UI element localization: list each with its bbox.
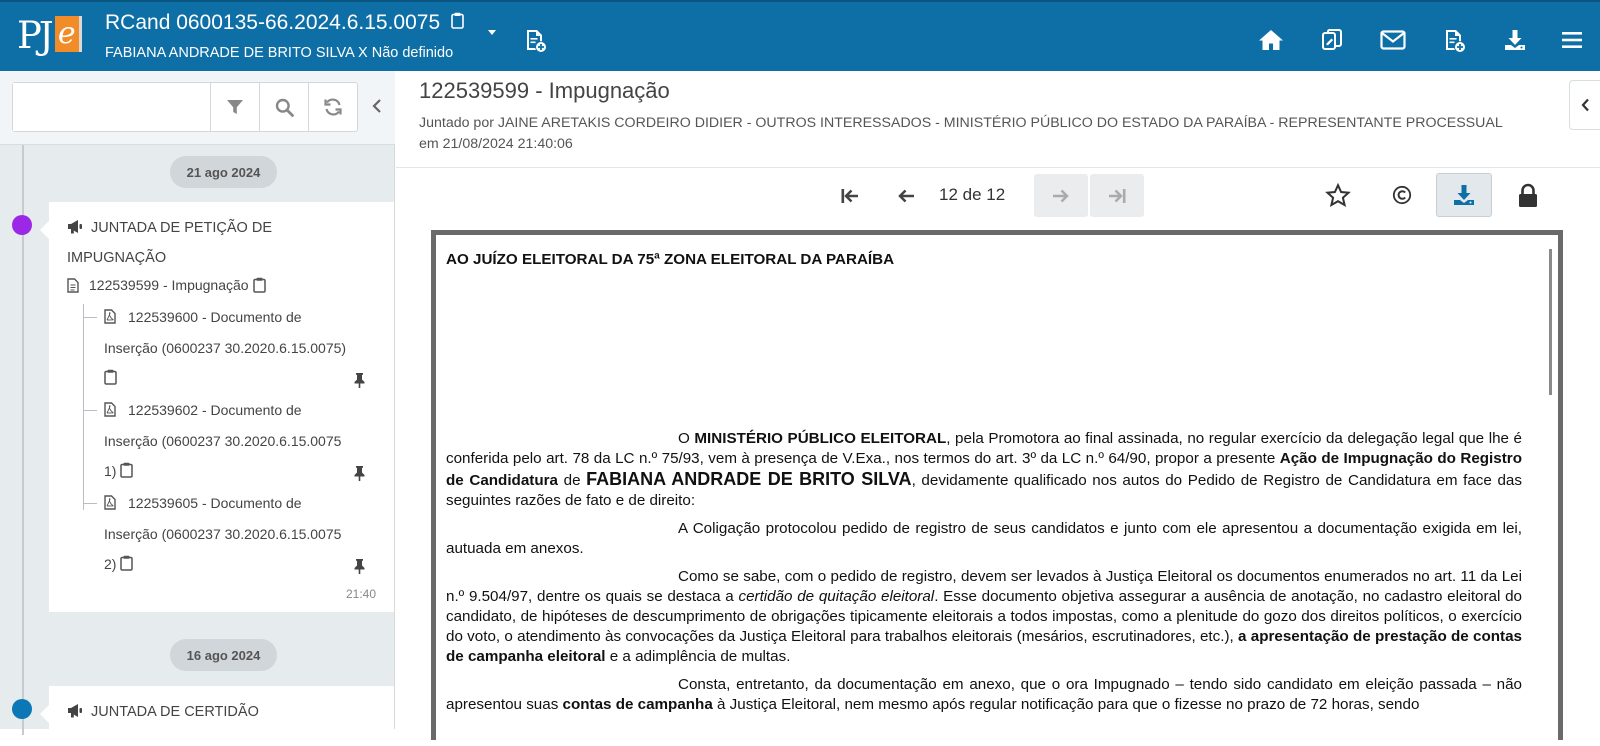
- search-icon: [275, 98, 294, 117]
- previous-page-button[interactable]: [879, 174, 933, 217]
- star-icon: [1325, 183, 1351, 208]
- mail-icon[interactable]: [1379, 26, 1407, 54]
- divider: [396, 167, 1600, 168]
- document-panel: [396, 71, 1600, 729]
- next-page-button[interactable]: [1034, 174, 1088, 217]
- first-page-icon: [840, 187, 860, 205]
- tree-branch: [83, 317, 97, 318]
- document-title: 122539599 - Impugnação: [419, 78, 670, 103]
- event-title[interactable]: JUNTADA DE CERTIDÃO: [67, 697, 367, 727]
- search-button[interactable]: [259, 83, 308, 131]
- event-time: 21:40: [345, 587, 376, 601]
- process-title[interactable]: RCand 0600135-66.2024.6.15.0075: [105, 11, 464, 35]
- clipboard-icon[interactable]: [451, 11, 464, 35]
- first-page-button[interactable]: [823, 174, 877, 217]
- tree-branch: [83, 503, 97, 504]
- clipboard-icon[interactable]: [120, 462, 133, 478]
- menu-icon[interactable]: [1558, 26, 1586, 54]
- home-icon[interactable]: [1257, 26, 1285, 54]
- download-icon[interactable]: [1501, 26, 1529, 54]
- download-document-button[interactable]: [1436, 173, 1492, 217]
- petition-heading: AO JUÍZO ELEITORAL DA 75ª ZONA ELEITORAL DA PARAÍBA: [446, 251, 895, 268]
- arrow-left-icon: [897, 188, 915, 204]
- filter-icon: [226, 98, 244, 116]
- last-page-icon: [1107, 187, 1127, 205]
- paragraph: O MINISTÉRIO PÚBLICO ELEITORAL, pela Promotora ao final assinada, no regular exercício da delegação legal que lhe é conferida pelo art. 78 da LC n.º 75/93, vem à presença de V.Exa., nos termos do art. 3º da LC n.º 64/90, propor a presente Ação de Impugnação do Registro de Candidatura de FABIANA ANDRADE DE BRITO SILVA, devidamente qualificado nos autos do Pedido de Registro de Candidatura em face das seguintes razões de fato e de direito:: [446, 430, 1522, 509]
- download-icon: [1452, 183, 1476, 207]
- main-document-link[interactable]: 122539599 - Impugnação: [67, 277, 276, 293]
- top-bar: [0, 0, 1600, 71]
- sidebar-search-box: [12, 82, 358, 132]
- page-indicator: 12 de 12: [939, 185, 1006, 204]
- tree-branch: [83, 410, 97, 411]
- attachment-item[interactable]: 122539605 - Documento de Inserção (0600237 30.2020.6.15.0075 2): [104, 495, 342, 572]
- copyright-button[interactable]: [1374, 173, 1430, 217]
- filter-button[interactable]: [210, 83, 259, 131]
- expand-right-panel-button[interactable]: [1569, 80, 1600, 130]
- clipboard-icon[interactable]: [104, 369, 117, 385]
- arrow-right-icon: [1052, 188, 1070, 204]
- copyright-icon: [1392, 185, 1412, 205]
- timeline-event-card: [49, 202, 394, 612]
- document-metadata: Juntado por JAINE ARETAKIS CORDEIRO DIDIER - OUTROS INTERESSADOS - MINISTÉRIO PÚBLICO DO ESTADO DA PARAÍBA - REPRESENTANTE PROCESSUAL em 21/08/2024 21:40:06: [419, 115, 1503, 152]
- add-document-icon[interactable]: [1440, 26, 1468, 54]
- lock-button[interactable]: [1500, 173, 1556, 217]
- timeline-dot: [12, 699, 32, 719]
- pin-icon[interactable]: [353, 558, 366, 579]
- date-separator: 21 ago 2024: [170, 156, 277, 188]
- document-icon: [67, 278, 79, 293]
- pin-icon[interactable]: [353, 372, 366, 393]
- pdf-file-icon: [104, 402, 116, 417]
- pdf-file-icon: [104, 495, 116, 510]
- timeline-event-card: [49, 686, 394, 746]
- chevron-left-icon: [372, 98, 382, 114]
- attachment-item[interactable]: 122539600 - Documento de Inserção (0600237 30.2020.6.15.0075): [104, 302, 374, 394]
- pdf-scrollbar[interactable]: [1549, 249, 1552, 395]
- timeline-dot: [12, 215, 32, 235]
- paragraph: Como se sabe, com o pedido de registro, devem ser levados à Justiça Eleitoral os documentos enumerados no art. 11 da Lei n.º 9.504/97, dentre os quais se destaca a certidão de quitação eleitoral. Esse documento objetiva assegurar a ausência de anotação, no cadastro eleitoral do candidato, de hipóteses de descumprimento de obrigações tipicamente eleitorais a todos impostas, como a plenitude do gozo dos direitos políticos, o exercício do voto, o atendimento às convocações da Justiça Eleitoral para trabalhos eleitorais (mesários, escrutinadores, etc.), a apresentação de prestação de contas de campanha eleitoral e a adimplência de multas.: [446, 568, 1522, 665]
- new-document-icon[interactable]: [521, 26, 549, 54]
- process-parties: FABIANA ANDRADE DE BRITO SILVA X Não definido: [105, 45, 454, 61]
- refresh-button[interactable]: [308, 83, 357, 131]
- paragraph: Consta, entretanto, da documentação em anexo, que o ora Impugnado – tendo sido candidato em eleição passada – não apresentou suas contas de campanha à Justiça Eleitoral, nem mesmo após regular notificação para que o fizesse no prazo de 72 horas, sendo: [446, 676, 1522, 713]
- event-title[interactable]: JUNTADA DE PETIÇÃO DE IMPUGNAÇÃO: [67, 220, 273, 266]
- copy-documents-icon[interactable]: [1318, 26, 1346, 54]
- sidebar-search-input[interactable]: [13, 83, 210, 131]
- refresh-icon: [323, 97, 343, 117]
- clipboard-icon[interactable]: [253, 277, 266, 293]
- date-separator: 16 ago 2024: [170, 639, 277, 671]
- tree-connector: [83, 304, 84, 510]
- timeline-sidebar: [0, 71, 395, 729]
- chevron-left-icon: [1581, 98, 1590, 112]
- pdf-file-icon: [104, 309, 116, 324]
- card-pointer: [40, 221, 49, 239]
- megaphone-icon: [67, 703, 83, 718]
- megaphone-icon: [67, 219, 83, 234]
- last-page-button[interactable]: [1090, 174, 1144, 217]
- chevron-down-icon[interactable]: [488, 30, 496, 35]
- pje-logo[interactable]: PJ e: [17, 14, 79, 58]
- pdf-viewer[interactable]: [431, 230, 1563, 740]
- attachment-item[interactable]: 122539602 - Documento de Inserção (0600237 30.2020.6.15.0075 1): [104, 402, 342, 479]
- favorite-button[interactable]: [1310, 173, 1366, 217]
- card-pointer: [40, 705, 49, 723]
- collapse-sidebar-button[interactable]: [372, 98, 382, 119]
- pin-icon[interactable]: [353, 465, 366, 486]
- sidebar-toolbar: [0, 71, 395, 145]
- paragraph: A Coligação protocolou pedido de registro de seus candidatos e junto com ele apresentou a documentação exigida em lei, autuada em anexos.: [446, 520, 1522, 557]
- lock-icon: [1517, 183, 1539, 208]
- clipboard-icon[interactable]: [120, 555, 133, 571]
